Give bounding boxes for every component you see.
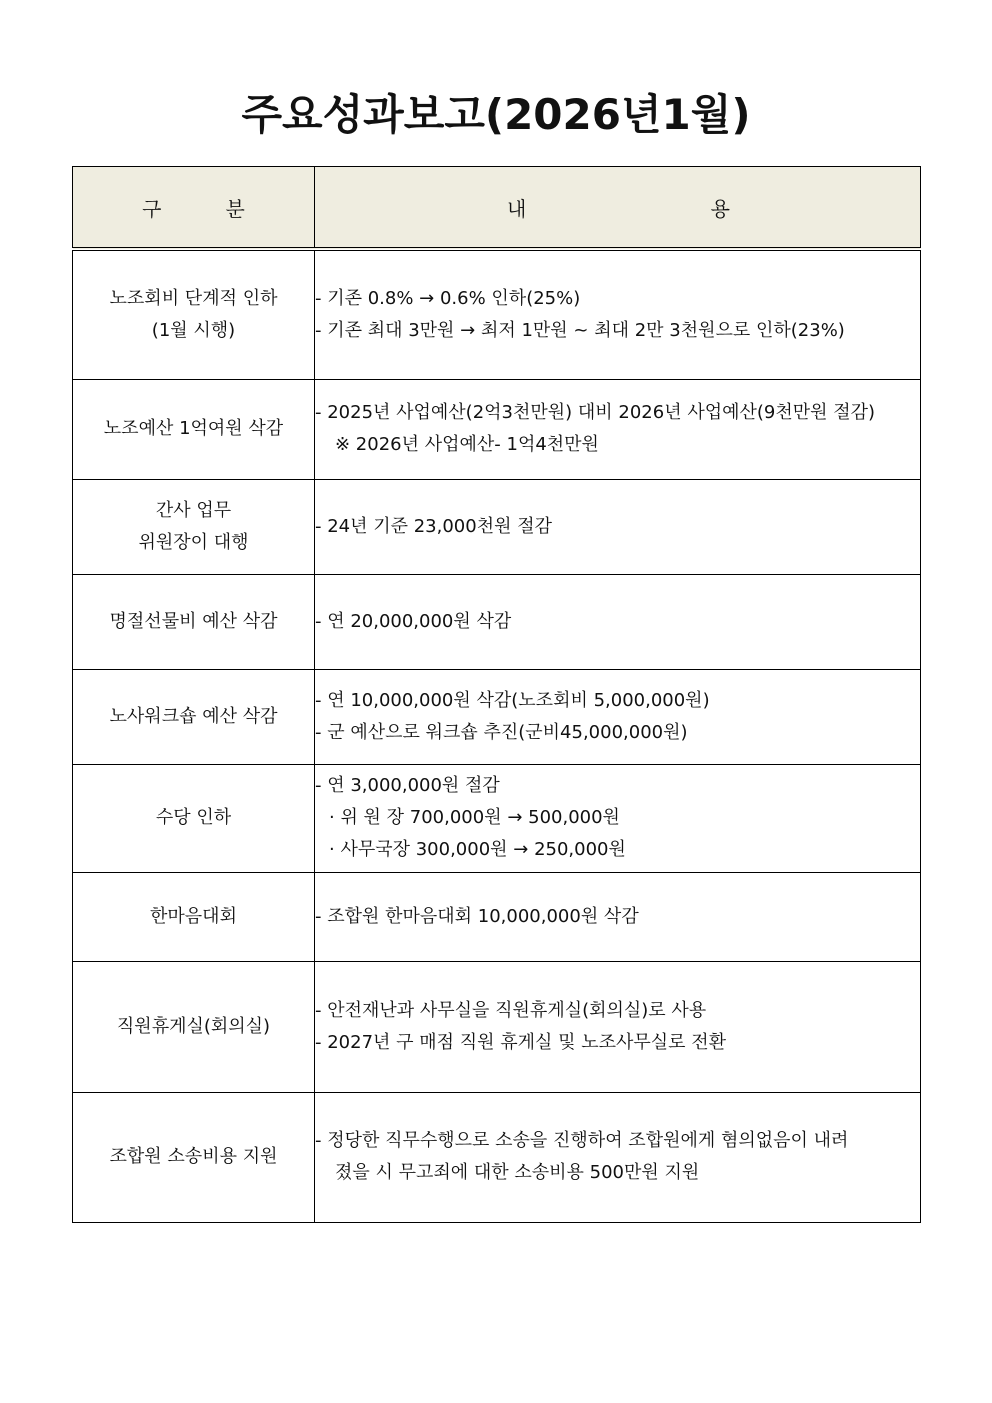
category-line: 명절선물비 예산 삭감 [109,610,278,632]
row-content [315,872,921,961]
table-row [73,379,921,479]
table-row [73,872,921,961]
content-line: - 기존 0.8% → 0.6% 인하(25%) [315,287,581,309]
category-line: 직원휴게실(회의실) [116,1015,271,1037]
category-line: 한마음대회 [150,905,237,927]
category-line: 수당 인하 [155,807,232,828]
content-line: 졌을 시 무고죄에 대한 소송비용 500만원 지원 [335,1162,700,1183]
content-line: - 연 10,000,000원 삭감(노조회비 5,000,000원) [315,689,710,711]
table-row [73,574,921,669]
content-line: - 24년 기준 23,000천원 절감 [315,515,552,537]
header-content-char-2: 용 [710,196,730,221]
row-content [315,961,921,1092]
header-category [73,167,315,250]
content-line: - 기존 최대 3만원 → 최저 1만원 ~ 최대 2만 3천원으로 인하(23%) [315,319,845,341]
content-line: · 위 원 장 700,000원 → 500,000원 [329,807,620,828]
report-table [72,166,921,1223]
content-line: - 연 20,000,000원 삭감 [315,610,512,632]
row-category [73,379,315,479]
content-line: - 정당한 직무수행으로 소송을 진행하여 조합원에게 혐의없음이 내려 [315,1130,849,1151]
category-line: 위원장이 대행 [138,531,249,553]
row-category [73,669,315,764]
row-content [315,479,921,574]
category-line: 노조예산 1억여원 삭감 [103,418,284,439]
content-line: - 안전재난과 사무실을 직원휴게실(회의실)로 사용 [315,999,707,1021]
row-content [315,669,921,764]
row-content [315,764,921,872]
header-content [315,167,921,250]
content-line: - 2025년 사업예산(2억3천만원) 대비 2026년 사업예산(9천만원 절감) [315,402,876,423]
content-line: - 2027년 구 매점 직원 휴게실 및 노조사무실로 전환 [315,1031,727,1053]
row-content [315,249,921,379]
row-content [315,574,921,669]
category-line: 노사워크숍 예산 삭감 [109,705,278,727]
row-category [73,872,315,961]
row-category [73,479,315,574]
content-line: ※ 2026년 사업예산- 1억4천만원 [335,434,599,455]
category-line: 조합원 소송비용 지원 [109,1146,278,1167]
row-content [315,1092,921,1222]
row-category [73,1092,315,1222]
row-category [73,574,315,669]
row-category [73,961,315,1092]
table-row [73,1092,921,1222]
header-content-char-1: 내 [507,196,527,221]
page-title: 주요성과보고(2026년1월) [241,90,751,139]
content-line: - 연 3,000,000원 절감 [315,775,500,796]
row-category [73,249,315,379]
table-row [73,249,921,379]
content-line: - 조합원 한마음대회 10,000,000원 삭감 [315,905,639,927]
content-line: - 군 예산으로 워크숍 추진(군비45,000,000원) [315,721,688,743]
table-row [73,961,921,1092]
category-line: 간사 업무 [155,499,232,521]
table-header-row [73,167,921,250]
header-category-char-2: 분 [225,196,245,221]
category-line: 노조회비 단계적 인하 [109,287,278,309]
content-line: · 사무국장 300,000원 → 250,000원 [329,839,626,860]
table-row [73,479,921,574]
row-category [73,764,315,872]
table-row [73,669,921,764]
row-content [315,379,921,479]
header-category-char-1: 구 [142,196,162,221]
table-row [73,764,921,872]
category-line: (1월 시행) [151,319,236,341]
